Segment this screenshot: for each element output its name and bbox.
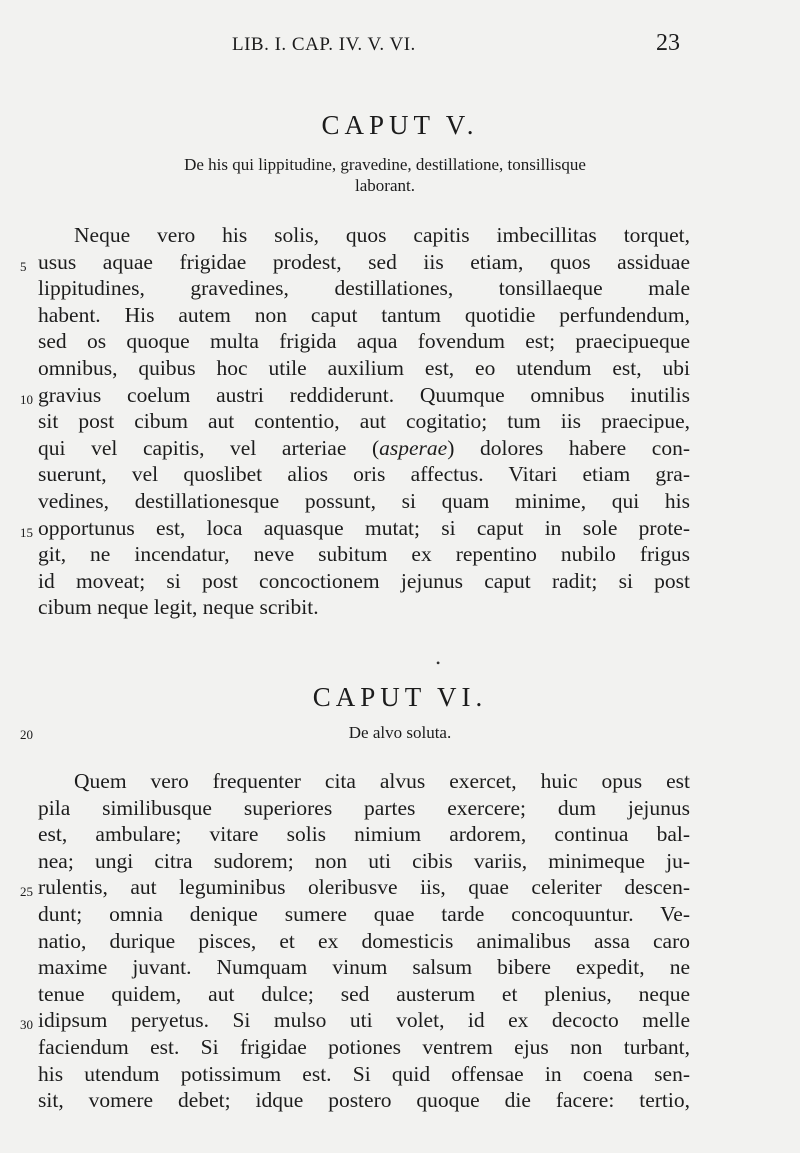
- text-line: habent. His autem non caput tantum quotidie perfundendum,: [38, 302, 690, 327]
- ink-speck: •: [436, 656, 441, 670]
- caput-v-title: CAPUT V.: [321, 110, 479, 140]
- running-head: [0, 30, 800, 60]
- text-line: Quem vero frequenter cita alvus exercet, huic opus est: [74, 769, 690, 793]
- text-line: rulentis, aut leguminibus oleribusve iis, quae celeriter descen-: [38, 875, 690, 900]
- line-number: 15: [20, 525, 33, 540]
- caput-v-text: [38, 222, 690, 621]
- caput-vi-subtitle: De alvo soluta.: [348, 723, 452, 742]
- text-line: his utendum potissimum est. Si quid offensae in coena sen-: [38, 1061, 690, 1086]
- caput-v-subtitle-line-1: De his qui lippitudine, gravedine, destillatione, tonsillisque: [184, 155, 586, 174]
- text-line: nea; ungi citra sudorem; non uti cibis variis, minimeque ju-: [38, 848, 690, 873]
- line-number: 5: [20, 259, 27, 274]
- text-line: suerunt, vel quoslibet alios oris affectus. Vitari etiam gra-: [38, 462, 690, 487]
- text-line: natio, durique pisces, et ex domesticis animalibus assa caro: [38, 928, 690, 953]
- line-number: 30: [20, 1017, 33, 1032]
- text-line: vedines, destillationesque possunt, si quam minime, qui his: [38, 488, 690, 513]
- caput-vi-text: [38, 768, 690, 1114]
- text-line: faciendum est. Si frigidae potiones ventrem ejus non turbant,: [38, 1034, 690, 1059]
- text-line: maxime juvant. Numquam vinum salsum bibere expedit, ne: [38, 955, 690, 980]
- caput-v-subtitle: [60, 154, 710, 196]
- text-line: cibum neque legit, neque scribit.: [38, 595, 319, 620]
- text-line: est, ambulare; vitare solis nimium ardorem, continua bal-: [38, 822, 690, 847]
- text-line: qui vel capitis, vel arteriae (asperae) dolores habere con-: [38, 435, 690, 460]
- text-line: sed os quoque multa frigida aqua fovendum est; praecipueque: [38, 329, 690, 354]
- text-line: sit post cibum aut contentio, aut cogitatio; tum iis praecipue,: [38, 409, 690, 434]
- line-number: 25: [20, 884, 33, 899]
- text-line: omnibus, quibus hoc utile auxilium est, eo utendum est, ubi: [38, 355, 690, 380]
- text-line: pila similibusque superiores partes exercere; dum jejunus: [38, 795, 690, 820]
- text-line: Neque vero his solis, quos capitis imbecillitas torquet,: [74, 223, 690, 247]
- text-line: id moveat; si post concoctionem jejunus caput radit; si post: [38, 568, 690, 593]
- text-line: idipsum peryetus. Si mulso uti volet, id ex decocto melle: [38, 1008, 690, 1033]
- line-number: 10: [20, 392, 33, 407]
- text-line: usus aquae frigidae prodest, sed iis etiam, quos assiduae: [38, 249, 690, 274]
- text-line: opportunus est, loca aquasque mutat; si caput in sole prote-: [38, 515, 690, 540]
- text-line: git, ne incendatur, neve subitum ex repentino nubilo frigus: [38, 542, 690, 567]
- text-line: dunt; omnia denique sumere quae tarde concoquuntur. Ve-: [38, 901, 690, 926]
- text-line: sit, vomere debet; idque postero quoque die facere: tertio,: [38, 1088, 690, 1113]
- line-number: 20: [20, 727, 33, 742]
- text-line: tenue quidem, aut dulce; sed austerum et plenius, neque: [38, 981, 690, 1006]
- text-line: gravius coelum austri reddiderunt. Quumque omnibus inutilis: [38, 382, 690, 407]
- caput-vi-title: CAPUT VI.: [312, 682, 488, 712]
- caput-v-subtitle-line-2: laborant.: [355, 176, 415, 195]
- running-head-title: LIB. I. CAP. IV. V. VI.: [232, 34, 416, 55]
- text-line: lippitudines, gravedines, destillationes, tonsillaeque male: [38, 276, 690, 301]
- page-number: 23: [656, 30, 680, 56]
